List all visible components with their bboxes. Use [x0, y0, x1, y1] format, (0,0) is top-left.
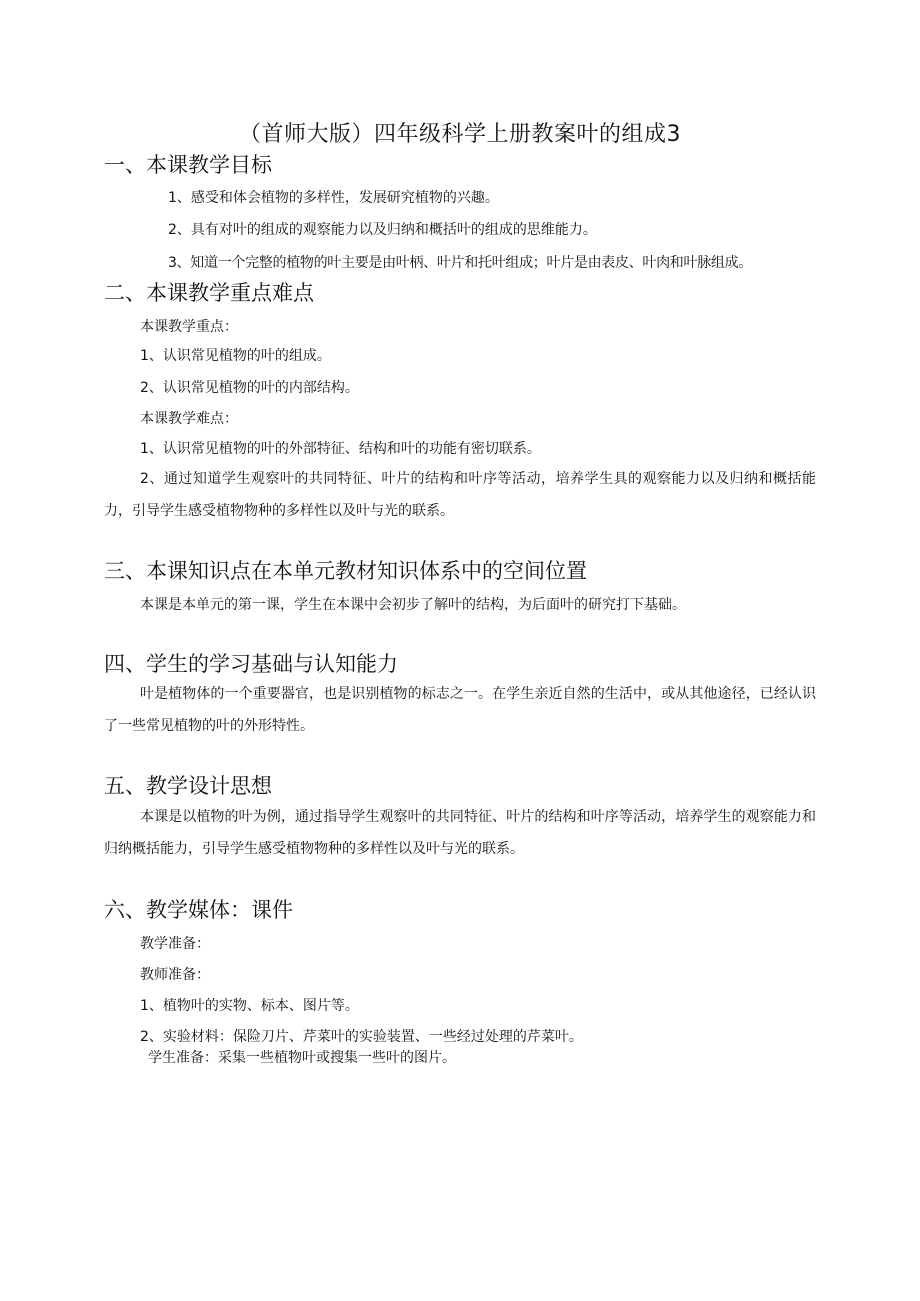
- key-point-item-2: 2、认识常见植物的叶的内部结构。: [140, 380, 359, 396]
- section-5-text: 本课是以植物的叶为例，通过指导学生观察叶的共同特征、叶片的结构和叶序等活动，培养学生的观察能力和归纳概括能力，引导学生感受植物物种的多样性以及叶与光的联系。: [104, 809, 816, 857]
- section-4-heading: 四、学生的学习基础与认知能力: [104, 652, 398, 676]
- teacher-prep-item-1: 1、植物叶的实物、标本、图片等。: [140, 998, 359, 1014]
- teacher-prep-label: 教师准备：: [140, 967, 210, 983]
- objective-item-1: 1、感受和体会植物的多样性，发展研究植物的兴趣。: [168, 190, 499, 206]
- student-prep: 学生准备：采集一些植物叶或搜集一些叶的图片。: [148, 1050, 456, 1066]
- objective-item-2: 2、具有对叶的组成的观察能力以及归纳和概括叶的组成的思维能力。: [168, 222, 597, 238]
- key-point-item-1: 1、认识常见植物的叶的组成。: [140, 348, 331, 364]
- section-5-heading: 五、教学设计思想: [104, 774, 272, 798]
- teacher-prep-item-2: 2、实验材料：保险刀片、芹菜叶的实验装置、一些经过处理的芹菜叶。: [140, 1029, 583, 1045]
- objective-item-3: 3、知道一个完整的植物的叶主要是由叶柄、叶片和托叶组成；叶片是由表皮、叶肉和叶脉组成。: [168, 255, 753, 271]
- section-2-heading: 二、本课教学重点难点: [104, 281, 314, 305]
- section-4-text: 叶是植物体的一个重要器官，也是识别植物的标志之一。在学生亲近自然的生活中，或从其他途径，已经认识了一些常见植物的叶的外形特性。: [104, 686, 816, 734]
- section-6-heading: 六、教学媒体：课件: [104, 898, 293, 922]
- difficult-points-label: 本课教学难点：: [140, 411, 238, 427]
- section-3-text: 本课是本单元的第一课，学生在本课中会初步了解叶的结构，为后面叶的研究打下基础。: [140, 597, 686, 613]
- teaching-prep-label: 教学准备：: [140, 936, 210, 952]
- difficult-point-item-2: 2、通过知道学生观察叶的共同特征、叶片的结构和叶序等活动，培养学生具的观察能力以及归纳和概括能力，引导学生感受植物物种的多样性以及叶与光的联系。: [104, 471, 816, 519]
- document-title: （首师大版）四年级科学上册教案叶的组成3: [239, 122, 681, 147]
- section-3-heading: 三、本课知识点在本单元教材知识体系中的空间位置: [104, 559, 587, 583]
- section-1-heading: 一、本课教学目标: [104, 153, 272, 177]
- difficult-point-item-1: 1、认识常见植物的叶的外部特征、结构和叶的功能有密切联系。: [140, 441, 541, 457]
- key-points-label: 本课教学重点：: [140, 319, 238, 335]
